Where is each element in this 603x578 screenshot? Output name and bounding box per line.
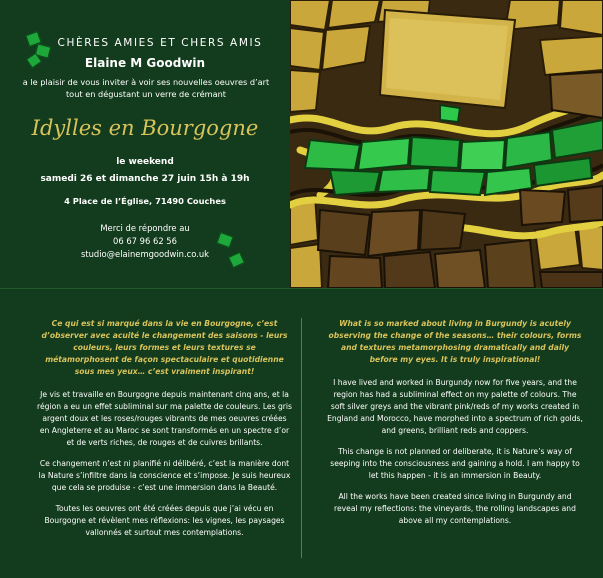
english-column [326, 318, 584, 536]
english-paragraph-2: This change is not planned or deliberate, it is Nature’s way of seeping into the consciousness and gaining a hold. I am happy to let this happen - it is an immersion in Beauty. [330, 447, 580, 480]
invitation-line [5, 76, 287, 100]
english-paragraph-1: I have lived and worked in Burgundy now for five years, and the region has had a subliminal effect on my palette of colours. The soft silver greys and the vibrant pink/reds of my works created in England and Morocco, have morphed into a spectrum of rich golds, and greens, brilliant reds and coppers. [327, 378, 583, 435]
invitation-top [0, 0, 603, 288]
english-paragraph-3: All the works have been created since living in Burgundy and reveal my reflections: the vineyards, the rolling landscapes and above all my contemplations. [334, 492, 576, 525]
invitation-text-panel [0, 0, 290, 288]
french-paragraph-3: Toutes les oeuvres ont été créées depuis que j’ai vécu en Bourgogne et révèlent mes réflexions: les vignes, les paysages vallonnés et surtout mes contemplations. [44, 504, 285, 537]
event-address: 4 Place de l’Église, 71490 Couches [64, 196, 226, 206]
french-paragraph-2: Ce changement n’est ni planifié ni délibéré, c’est la manière dont la Nature s’infiltre dans la conscience et s’impose. Je suis heureux que cela se produise - c’est une immersion dans la Beauté. [38, 459, 291, 492]
rsvp-email[interactable]: studio@elainemgoodwin.co.uk [80, 249, 210, 259]
english-quote: What is so marked about living in Burgundy is acutely observing the change of the seasons… their colours, forms and textures metamorphosing dramatically and daily before my eyes. It is truly inspirational! [328, 319, 582, 364]
when-label: le weekend [116, 157, 174, 167]
event-dates: samedi 26 et dimanche 27 juin 15h à 19h [40, 174, 250, 184]
artist-name: Elaine M Goodwin [84, 56, 206, 70]
mosaic-artwork-image [290, 0, 603, 288]
french-column [37, 318, 292, 548]
column-separator [301, 318, 302, 558]
french-quote: Ce qui est si marqué dans la vie en Bourgogne, c’est d’observer avec acuité le changement des saisons - leurs couleurs, leurs formes et leurs textures se métamorphosent de façon spectaculaire et quotidienne sous mes yeux… c’est vraiment inspirant! [41, 319, 288, 376]
mosaic-artwork-svg [290, 0, 603, 288]
french-paragraph-1: Je vis et travaille en Bourgogne depuis maintenant cinq ans, et la région a eu un effet subliminal sur ma palette de couleurs. Les gris argent doux et les roses/rouges vibrants de mes oeuvres créées en Angleterre et au Maroc se sont transformés en un spectre d’or et de verts riches, de rouges et de cuivres brillants. [37, 390, 292, 447]
rsvp-label: Merci de répondre au [100, 223, 190, 233]
invitation-line-1: a le plaisir de vous inviter à voir ses nouvelles oeuvres d’art [22, 77, 270, 87]
invitation-line-2: tout en dégustant un verre de crémant [65, 89, 227, 99]
section-divider [0, 288, 603, 289]
rsvp-phone[interactable]: 06 67 96 62 56 [113, 236, 177, 246]
exhibition-title: Idylles en Bourgogne [31, 116, 259, 140]
rsvp-block [0, 222, 290, 261]
greeting: CHÈRES AMIES ET CHERS AMIS [57, 37, 263, 49]
